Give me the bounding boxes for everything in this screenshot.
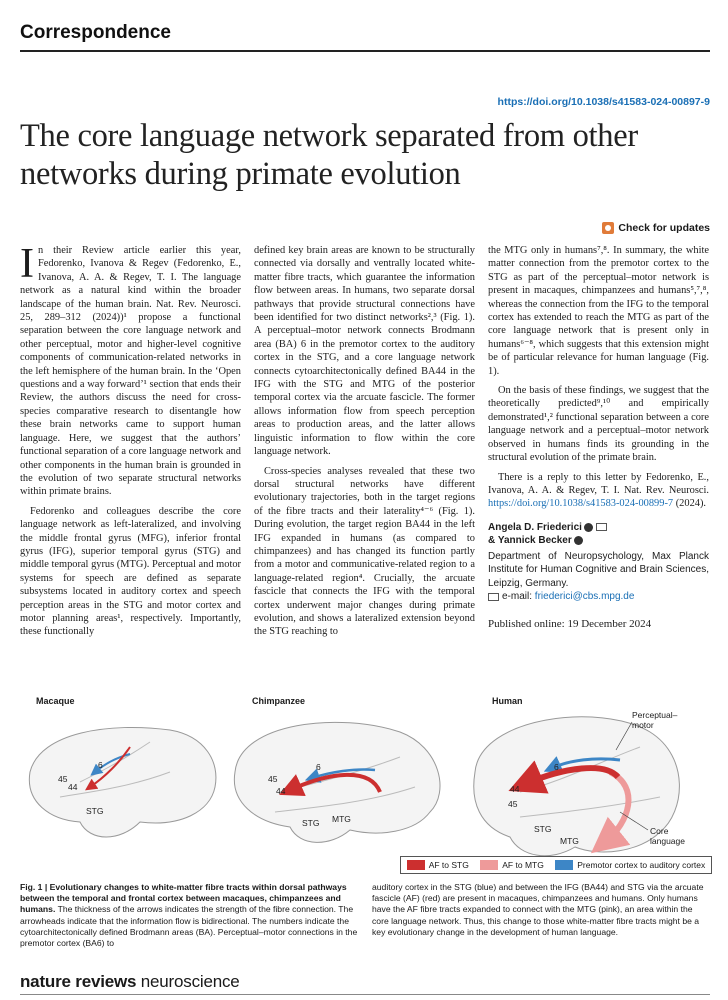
doi-link[interactable]: https://doi.org/10.1038/s41583-024-00897-9: [497, 96, 710, 108]
caption-text: The thickness of the arrows indicates the strength of the fibre connection. The arrowheads indicate that the information flow is bidirectional. The numbers indicate the cytoarchitectonically defined Brodmann areas (BA). Perceptual–motor connections in the premotor cortex (BA6) to: [20, 904, 358, 949]
legend-label: AF to STG: [428, 860, 469, 870]
published-date: Published online: 19 December 2024: [488, 617, 652, 630]
region-6: 6: [554, 762, 559, 772]
region-stg: STG: [302, 818, 320, 828]
affiliation: [488, 550, 709, 604]
chimpanzee-brain: [234, 722, 440, 842]
email-link[interactable]: friederici@cbs.mpg.de: [534, 591, 635, 603]
email-label: e-mail:: [502, 591, 533, 603]
journal-name-rest: neuroscience: [136, 972, 240, 991]
panel-label-chimpanzee: Chimpanzee: [252, 696, 306, 706]
region-6: 6: [98, 760, 103, 770]
orcid-icon[interactable]: [574, 536, 583, 545]
author-name[interactable]: Angela D. Friederici: [488, 521, 582, 533]
section-label: Correspondence: [20, 22, 171, 43]
paragraph: [254, 244, 475, 459]
check-for-updates-button[interactable]: [602, 222, 710, 234]
human-brain: [474, 710, 685, 856]
text-column-2: [254, 244, 475, 645]
region-44: 44: [510, 784, 520, 794]
caption-left: [20, 882, 360, 949]
label-motor: motor: [632, 720, 654, 730]
journal-footer: [20, 972, 240, 992]
region-45: 45: [508, 799, 518, 809]
region-mtg: MTG: [560, 836, 579, 846]
paragraph-text: There is a reply to this letter by Fedorenko, E., Ivanova, A. A. & Regev, T. I. Nat. Rev. Neurosci.: [488, 471, 709, 496]
caption-title: Fig. 1 | Evolutionary changes to white-matter fibre tracts within dorsal pathways between the temporal and frontal cortex between macaques, chimpanzees and humans.: [20, 882, 347, 915]
check-updates-label: Check for updates: [618, 222, 710, 234]
region-44: 44: [276, 786, 286, 796]
legend-item-af-mtg: [480, 860, 544, 870]
paragraph-text: (2024).: [675, 498, 707, 510]
figure-legend: [400, 856, 712, 874]
paragraph: [488, 244, 709, 378]
crossmark-icon: [602, 222, 614, 234]
region-45: 45: [58, 774, 68, 784]
legend-label: Premotor cortex to auditory cortex: [577, 860, 706, 870]
text-column-3: [488, 244, 709, 631]
region-6: 6: [316, 762, 321, 772]
panel-label-human: Human: [492, 696, 523, 706]
brain-illustrations: [20, 702, 710, 867]
author-name[interactable]: & Yannick Becker: [488, 535, 572, 547]
legend-swatch-blue: [555, 860, 573, 870]
affiliation-text: Department of Neuropsychology, Max Planck Institute for Human Cognitive and Brain Sciences, Leipzig, Germany.: [488, 550, 709, 589]
orcid-icon[interactable]: [584, 523, 593, 532]
footer-rule: [20, 994, 710, 995]
paragraph: [488, 471, 709, 511]
paragraph: [488, 384, 709, 464]
paragraph: [20, 241, 241, 499]
legend-label: AF to MTG: [502, 860, 544, 870]
legend-swatch-red: [407, 860, 425, 870]
journal-name-bold: nature reviews: [20, 972, 137, 991]
caption-right: auditory cortex in the STG (blue) and between the IFG (BA44) and STG via the arcuate fascicle (AF) (red) are present in macaques, chimpanzees and humans. Only humans have the AF fibre tracts expanded to connect with the MTG (pink), an area within the core language network. Thus, this change to those white-matter fibre tracts might be a key evolutionary change in the development of human language.: [372, 882, 704, 937]
region-mtg: MTG: [332, 814, 351, 824]
region-45: 45: [268, 774, 278, 784]
mail-icon: [488, 593, 499, 601]
legend-item-af-stg: [407, 860, 469, 870]
region-44: 44: [68, 782, 78, 792]
text-column-1: [20, 241, 241, 645]
legend-swatch-pink: [480, 860, 498, 870]
paragraph-text: Fedorenko and colleagues describe the core language network as left-lateralized, and involving the middle frontal gyrus (MFG), inferior frontal gyrus (IFG), superior temporal gyrus (STG) and middle temporal gyrus (MTG). Perceptual and motor systems for speech are defined as separate subsystems located in auditory cortex and speech perception areas in the STG and motor cortex and motor planning areas¹, respectively. Importantly, these functionally: [20, 505, 241, 638]
drop-cap: I: [20, 241, 34, 287]
paragraph: [20, 505, 241, 639]
paragraph-text: n their Review article earlier this year, Fedorenko, Ivanova & Regev (Fedorenko, E., Ivanova, A. A. & Regev, T. I. The language network as a natural kind within the broader landscape of the human brain. Nat. Rev. Neurosci. 25, 289–312 (2024))¹ propose a functional separation between the core language network and other perceptual, motor and higher-level cognitive components of communication-related networks in the left hemisphere of the human brain. In the ‘Open questions and a way forward’¹ section that ends their Review, the authors discuss the need for cross-species comparative research to disentangle how these brain networks came to support human language. Here, we suggest that the authors’ functional separation of a core language network and other components in the human brain is grounded in the evolution of two separate structural networks within primate brains.: [20, 245, 241, 498]
legend-item-premotor: [555, 860, 705, 870]
figure-1: [20, 690, 710, 880]
paragraph-text: defined key brain areas are known to be structurally connected via dorsally and ventrally located white-matter fibre tracts, which guarantee the information flow between areas. In humans, two separate dorsal pathways that provide structural connections have been identified for two distinct networks²,³ (Fig. 1). A perceptual–motor network connects Brodmann area (BA) 6 in the premotor cortex to the auditory cortex in the STG, and a core language network connects cytoarchitectonically defined BA44 in the IFG with the STG and MTG of the posterior temporal cortex via the arcuate fascicle. The former allows information flow from speech perception areas to production areas, and the latter allows linguistic information to flow within the core language network.: [254, 245, 475, 458]
reply-doi-link[interactable]: https://doi.org/10.1038/s41583-024-00899-7: [488, 498, 674, 510]
header-rule: [20, 50, 710, 52]
label-core: Core: [650, 826, 669, 836]
label-perceptual: Perceptual–: [632, 710, 678, 720]
paragraph-text: On the basis of these findings, we suggest that the theoretically predicted⁹,¹⁰ and empirically demonstrated¹,² functional separation between a core language network and a perceptual–motor network observed in humans finds its grounding in the structural evolution of the primate brain.: [488, 385, 709, 464]
email-line: [488, 590, 709, 604]
article-title: The core language network separated from other networks during primate evolution: [20, 118, 638, 192]
mail-icon[interactable]: [596, 523, 607, 531]
paragraph-text: the MTG only in humans⁷,⁸. In summary, the white matter connection from the premotor cortex to the STG as part of the perceptual–motor network is present in macaques, chimpanzees and humans⁵,⁷,⁸, whereas the connection from the IFG to the temporal cortex has extended to reach the MTG as part of the core language network that is present only in humans⁶⁻⁸, which suggests that this extension might be of particular relevance for human language (Fig. 1).: [488, 245, 709, 377]
paragraph: [254, 465, 475, 639]
label-language: language: [650, 836, 685, 846]
macaque-brain: [29, 727, 216, 837]
region-stg: STG: [86, 806, 104, 816]
author-list: [488, 521, 709, 548]
paragraph-text: Cross-species analyses revealed that these two dorsal structural networks have different evolutionary trajectories, both in the target regions of the fibre tracts and their laterality⁴⁻⁶ (Fig. 1). During evolution, the target region BA44 in the left IFG expanded in humans (as compared to chimpanzees) and has changed its function partly from a motor and communicative-related region to a language-related region⁴. Crucially, the arcuate fascicle that connects the IFG with the temporal cortex underwent major changes during primate evolution, and shows a lateralized extension beyond the STG reaching to: [254, 465, 475, 638]
panel-label-macaque: Macaque: [36, 696, 75, 706]
region-stg: STG: [534, 824, 552, 834]
